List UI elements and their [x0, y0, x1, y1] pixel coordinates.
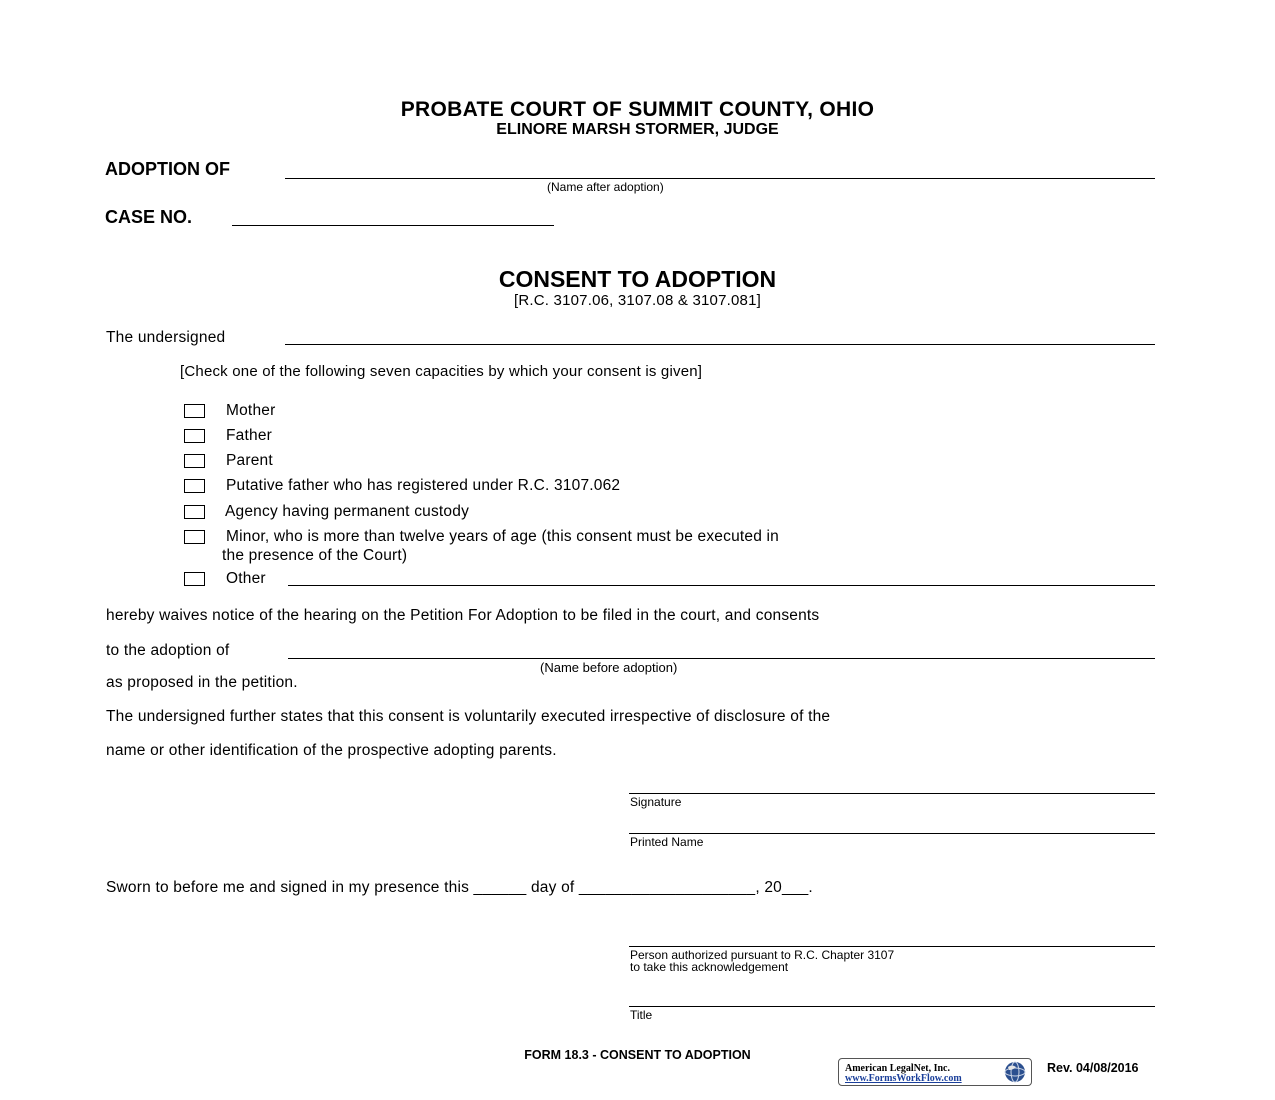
capacity-agency-label: Agency having permanent custody: [225, 503, 470, 520]
revision-date: Rev. 04/08/2016: [1047, 1061, 1139, 1075]
signature-label: Signature: [630, 795, 682, 809]
adoption-of-child-label: to the adoption of: [106, 642, 230, 659]
sworn-statement: Sworn to before me and signed in my presence this ______ day of ____________________, 20___.: [106, 879, 813, 896]
globe-icon: [1003, 1061, 1027, 1083]
capacity-instruction: [Check one of the following seven capacities by which your consent is given]: [180, 363, 703, 380]
checkbox-other[interactable]: [184, 572, 205, 586]
form-title: CONSENT TO ADOPTION: [498, 266, 777, 292]
capacity-father-label: Father: [226, 427, 272, 444]
case-no-label: CASE NO.: [105, 207, 193, 227]
logo-url[interactable]: www.FormsWorkFlow.com: [845, 1073, 962, 1084]
printed-name-label: Printed Name: [630, 835, 704, 849]
capacity-mother-label: Mother: [226, 402, 276, 419]
signature-field[interactable]: [629, 793, 1155, 794]
checkbox-putative-father[interactable]: [184, 479, 205, 493]
capacity-minor-label: Minor, who is more than twelve years of age (this consent must be executed in: [226, 528, 780, 545]
capacity-minor-label-continued: the presence of the Court): [222, 547, 408, 564]
other-capacity-field[interactable]: [288, 585, 1155, 586]
capacity-parent-label: Parent: [226, 452, 273, 469]
statute-reference: [R.C. 3107.06, 3107.08 & 3107.081]: [514, 292, 761, 309]
judge-name: ELINORE MARSH STORMER, JUDGE: [496, 121, 779, 138]
checkbox-minor[interactable]: [184, 530, 205, 544]
checkbox-parent[interactable]: [184, 454, 205, 468]
name-before-adoption-caption: (Name before adoption): [540, 660, 678, 675]
logo-company-name: American LegalNet, Inc.: [845, 1063, 950, 1074]
checkbox-mother[interactable]: [184, 404, 205, 418]
undersigned-name-field[interactable]: [285, 344, 1155, 345]
as-proposed-text: as proposed in the petition.: [106, 674, 298, 691]
name-after-adoption-caption: (Name after adoption): [547, 180, 664, 194]
case-no-field[interactable]: [232, 225, 554, 226]
adoption-of-field[interactable]: [285, 178, 1155, 179]
title-field[interactable]: [629, 1006, 1155, 1007]
waiver-text: hereby waives notice of the hearing on the Petition For Adoption to be filed in the court, and consents: [106, 607, 820, 624]
adoption-of-label: ADOPTION OF: [105, 159, 230, 179]
checkbox-father[interactable]: [184, 429, 205, 443]
authorized-person-label-continued: to take this acknowledgement: [630, 960, 789, 974]
voluntary-statement-line2: name or other identification of the prospective adopting parents.: [106, 742, 557, 759]
printed-name-field[interactable]: [629, 833, 1155, 834]
form-name: FORM 18.3 - CONSENT TO ADOPTION: [524, 1048, 751, 1062]
capacity-putative-father-label: Putative father who has registered under R.C. 3107.062: [226, 477, 621, 494]
capacity-other-label: Other: [226, 570, 266, 587]
authorized-person-label: Person authorized pursuant to R.C. Chapter 3107: [630, 948, 895, 962]
american-legalnet-logo[interactable]: [838, 1058, 1032, 1086]
name-before-adoption-field[interactable]: [288, 658, 1155, 659]
undersigned-label: The undersigned: [106, 329, 226, 346]
checkbox-agency[interactable]: [184, 505, 205, 519]
authorized-person-signature-field[interactable]: [629, 946, 1155, 947]
voluntary-statement-line1: The undersigned further states that this consent is voluntarily executed irrespective of disclosure of the: [106, 708, 831, 725]
court-name: PROBATE COURT OF SUMMIT COUNTY, OHIO: [400, 98, 875, 121]
title-label: Title: [630, 1008, 653, 1022]
